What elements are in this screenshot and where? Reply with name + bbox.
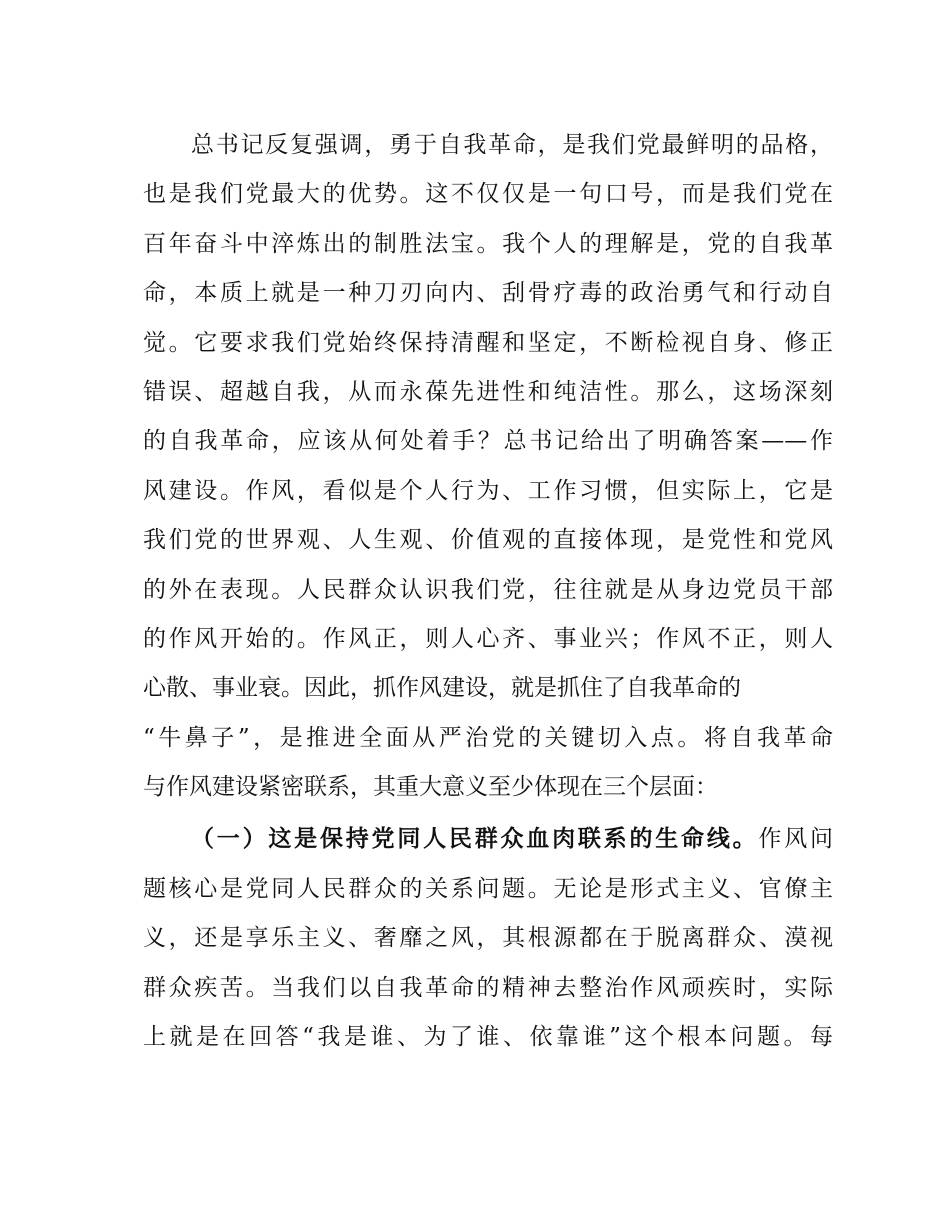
paragraph-line: 总书记反复强调，勇于自我革命，是我们党最鲜明的品格， [191, 132, 833, 158]
paragraph-line: 错误、超越自我，从而永葆先进性和纯洁性。那么，这场深刻 [143, 378, 833, 405]
section-heading-continuation: 作风问 [758, 826, 834, 853]
paragraph-line: 我们党的世界观、人生观、价值观的直接体现，是党性和党风 [143, 527, 833, 554]
paragraph-line: 题核心是党同人民群众的关系问题。无论是形式主义、官僚主 [143, 875, 833, 902]
paragraph-line: 百年奋斗中淬炼出的制胜法宝。我个人的理解是，党的自我革 [143, 230, 833, 257]
paragraph-line: 上就是在回答“我是谁、为了谁、依靠谁”这个根本问题。每 [143, 1024, 833, 1051]
paragraph-line: 命，本质上就是一种刀刃向内、刮骨疗毒的政治勇气和行动自 [143, 280, 833, 307]
paragraph-line: 与作风建设紧密联系，其重大意义至少体现在三个层面： [143, 774, 718, 801]
paragraph-line: 风建设。作风，看似是个人行为、工作习惯，但实际上，它是 [143, 477, 833, 504]
paragraph-line: 义，还是享乐主义、奢靡之风，其根源都在于脱离群众、漠视 [143, 925, 833, 952]
paragraph-line: 觉。它要求我们党始终保持清醒和坚定，不断检视自身、修正 [143, 329, 833, 356]
paragraph-line: 的作风开始的。作风正，则人心齐、事业兴；作风不正，则人 [143, 625, 833, 652]
paragraph-line: 群众疾苦。当我们以自我革命的精神去整治作风顽疾时，实际 [143, 974, 833, 1001]
document-body [143, 128, 833, 1069]
section-heading-line [143, 822, 833, 871]
paragraph-line: 心散、事业衰。因此，抓作风建设，就是抓住了自我革命的 [143, 675, 741, 702]
paragraph-1 [143, 128, 833, 819]
paragraph-line: 的自我革命，应该从何处着手？总书记给出了明确答案——作 [143, 428, 833, 455]
section-heading: （一）这是保持党同人民群众血肉联系的生命线。 [191, 826, 759, 853]
paragraph-line: “牛鼻子”，是推进全面从严治党的关键切入点。将自我革命 [143, 724, 833, 751]
paragraph-line: 也是我们党最大的优势。这不仅仅是一句口号，而是我们党在 [143, 181, 833, 208]
paragraph-line: 的外在表现。人民群众认识我们党，往往就是从身边党员干部 [143, 576, 833, 603]
paragraph-2 [143, 822, 833, 1069]
